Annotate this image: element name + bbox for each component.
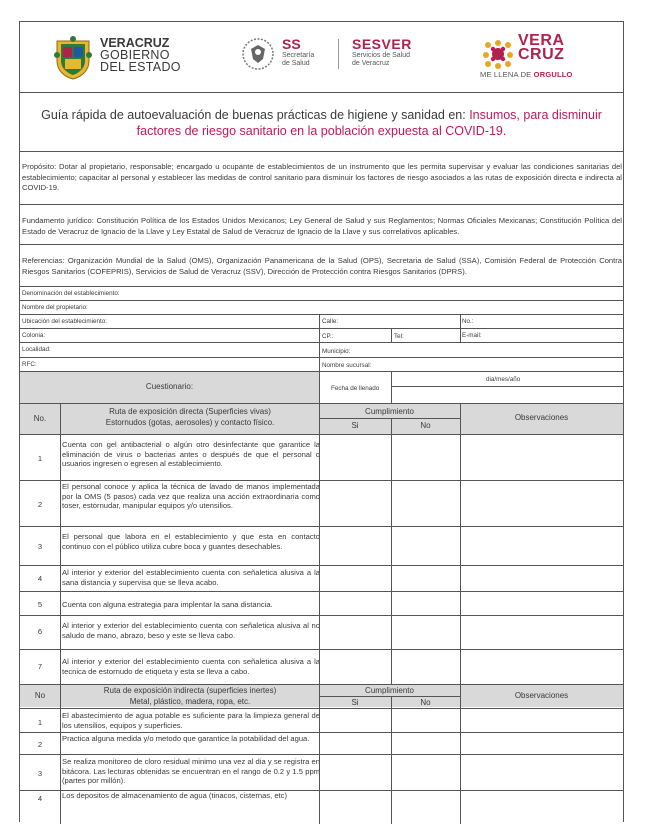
section2-si: Si bbox=[351, 698, 359, 707]
logo-divider bbox=[338, 39, 339, 69]
question-text: Los depositos de almacenamiento de agua (tinacos, cisternas, etc) bbox=[62, 791, 287, 800]
section2-title-line2: Metal, plástico, madera, ropa, etc. bbox=[129, 697, 251, 706]
vera-line1: VERA bbox=[518, 32, 565, 49]
divider bbox=[20, 286, 623, 287]
divider bbox=[460, 314, 461, 342]
colonia-label: Colonia: bbox=[22, 332, 46, 339]
ss-sesver-logo bbox=[242, 37, 442, 77]
question-text: El personal que labora en el establecimiento y que esta en contacto continuo con el público utiliza cubre boca y guantes desechables. bbox=[62, 532, 320, 551]
row-number: 1 bbox=[37, 454, 43, 463]
section1-no-header: No. bbox=[33, 414, 47, 423]
vera-tag-prefix: ME LLENA DE bbox=[480, 70, 534, 79]
row-number: 2 bbox=[37, 500, 43, 509]
divider bbox=[20, 342, 623, 343]
divider bbox=[20, 357, 623, 358]
purpose-text: Propósito: Dotar al propietario, responsable; encargado u ocupante de establecimientos de un instrumento que les permita supervisar y evaluar las condiciones sanitarias del establecimiento; capacitar al personal y establecer las medidas de control sanitario para disminuir los factores de riesgo asociados a las rutas de exposición directa e indirecta al COVID-19. bbox=[22, 162, 622, 192]
document-frame bbox=[19, 21, 624, 822]
sesver-sub2: de Veracruz bbox=[352, 60, 390, 67]
logos-header bbox=[20, 22, 623, 92]
title-part2: Insumos, para disminuir factores de riesgo sanitario en la población expuesta al COVID-19. bbox=[136, 108, 602, 138]
row-number: 6 bbox=[37, 627, 43, 636]
eagle-emblem-icon bbox=[242, 37, 274, 71]
ss-sub1: Secretaría bbox=[282, 52, 315, 59]
row-number: 3 bbox=[37, 542, 43, 551]
divider bbox=[20, 480, 623, 481]
divider bbox=[20, 649, 623, 650]
divider bbox=[20, 708, 623, 709]
section1-si: Si bbox=[351, 421, 359, 430]
row-number: 4 bbox=[37, 794, 43, 803]
numero-label: No.: bbox=[462, 318, 474, 325]
tel-label: Tel: bbox=[394, 333, 404, 340]
section1-cumplimiento: Cumplimiento bbox=[365, 407, 414, 416]
gob-line3: DEL ESTADO bbox=[100, 60, 181, 74]
question-text: Se realiza monitoreo de cloro residual minimo una vez al dia y se registra en bitácora. Las lecturas obtenidas se encuentran en el rango de 0.2 y 1.5 ppm (partes por millón). bbox=[62, 757, 320, 786]
divider bbox=[20, 92, 623, 93]
propietario-label: Nombre del propietario: bbox=[22, 304, 88, 311]
divider bbox=[60, 684, 61, 824]
veracruz-brand-logo bbox=[480, 32, 620, 85]
row-number: 7 bbox=[37, 662, 43, 671]
question-text: Al interior y exterior del establecimiento cuenta con señaletica alusiva a la tecnica de estornudo de etiqueta y esta se lleva a cabo. bbox=[62, 657, 320, 676]
section1-no-col: No bbox=[420, 421, 431, 430]
divider bbox=[319, 403, 320, 684]
divider bbox=[20, 591, 623, 592]
gob-line1: VERACRUZ bbox=[100, 36, 170, 50]
divider bbox=[20, 328, 623, 329]
divider bbox=[319, 418, 460, 419]
vera-tag-bold: ORGULLO bbox=[533, 70, 573, 79]
section2-title-line1: Ruta de exposición indirecta (superficies inertes) bbox=[103, 686, 277, 695]
divider bbox=[20, 151, 623, 152]
question-text: Al interior y exterior del establecimiento cuenta con señaletica alusiva a la sana distancia y supervisa que se lleva acabo. bbox=[62, 568, 320, 587]
row-number: 2 bbox=[37, 740, 43, 749]
sucursal-label: Nombre sucursal: bbox=[322, 362, 372, 369]
denominacion-label: Denominación del establecimiento: bbox=[22, 290, 120, 297]
calle-label: Calle: bbox=[322, 318, 339, 325]
row-number: 3 bbox=[37, 769, 43, 778]
gob-line2: GOBIERNO bbox=[100, 48, 170, 62]
section2-cumplimiento: Cumplimiento bbox=[365, 686, 414, 695]
row-number: 5 bbox=[37, 600, 43, 609]
divider bbox=[20, 526, 623, 527]
section1-title-line1: Ruta de exposición directa (Superficies vivas) bbox=[109, 407, 271, 416]
page-title bbox=[20, 107, 623, 139]
row-number: 4 bbox=[37, 574, 43, 583]
email-label: E-mail: bbox=[462, 332, 482, 339]
section1-observaciones: Observaciones bbox=[514, 413, 569, 422]
divider bbox=[460, 684, 461, 824]
divider bbox=[319, 684, 320, 824]
question-text: Cuenta con gel antibacterial o algún otro desinfectante que garantice la eliminación de virus o bacterias antes o después de que el personal o usuarios ingresen o egresen al establecimiento. bbox=[62, 440, 320, 469]
sesver-label: SESVER bbox=[352, 36, 412, 52]
divider bbox=[391, 386, 623, 387]
divider bbox=[391, 371, 392, 403]
ubicacion-label: Ubicación del establecimiento: bbox=[22, 318, 108, 325]
date-format-label: dia/mes/año bbox=[486, 376, 521, 383]
divider bbox=[319, 314, 320, 371]
municipio-label: Municipio: bbox=[322, 348, 351, 355]
divider bbox=[20, 615, 623, 616]
divider bbox=[20, 204, 623, 205]
gobierno-veracruz-logo bbox=[53, 35, 213, 80]
divider bbox=[20, 434, 623, 435]
section2-no-header: No bbox=[34, 691, 46, 700]
question-text: Cuenta con alguna estrategia para implentar la sana distancia. bbox=[62, 600, 273, 609]
divider bbox=[20, 565, 623, 566]
divider bbox=[20, 754, 623, 755]
divider bbox=[20, 244, 623, 245]
vera-line2: CRUZ bbox=[518, 46, 565, 63]
divider bbox=[319, 696, 460, 697]
cp-label: CP.: bbox=[322, 333, 334, 340]
question-text: El personal conoce y aplica la técnica de lavado de manos implementada por la OMS (5 pasos) cada vez que realiza una acción extraordinaria como toser, estornudar, manipular equipos y/o utensilios. bbox=[62, 482, 320, 511]
divider bbox=[20, 300, 623, 301]
ss-sub2: de Salud bbox=[282, 60, 310, 67]
localidad-label: Localidad: bbox=[22, 346, 51, 353]
divider bbox=[20, 732, 623, 733]
question-text: Practica alguna medida y/o metodo que garantice la potabilidad del agua. bbox=[62, 734, 310, 743]
divider bbox=[391, 696, 392, 824]
section2-no-col: No bbox=[420, 698, 431, 707]
divider bbox=[319, 371, 320, 403]
question-text: Al interior y exterior del establecimiento cuenta con señaletica alusiva al no saludo de mano, abrazo, beso y este se lleva cabo. bbox=[62, 621, 320, 640]
row-number: 1 bbox=[37, 718, 43, 727]
question-text: El abastecimiento de agua potable es suficiente para la limpieza general de los utensilios, equipos y superficies. bbox=[62, 711, 320, 730]
divider bbox=[391, 418, 392, 684]
references-text: Referencias: Organización Mundial de la Salud (OMS), Organización Panamericana de la Salud (OPS), Secretaria de Salud (SSA), Comisión Federal de Protección Contra Riesgos Sanitarios (COFEPRIS), Servicios de Salud de Veracruz (SSV), Dirección de Protección contra Riesgos Sanitarios (DPRS). bbox=[22, 256, 622, 276]
divider bbox=[391, 328, 392, 342]
sesver-sub1: Servicios de Salud bbox=[352, 52, 410, 59]
coat-of-arms-icon bbox=[53, 35, 93, 80]
flower-emblem-icon bbox=[480, 37, 516, 71]
section1-title-line2: Estornudos (gotas, aerosoles) y contacto físico. bbox=[105, 418, 275, 427]
fecha-label: Fecha de llenado bbox=[331, 385, 380, 392]
vera-tagline bbox=[480, 70, 573, 79]
questionnaire-label: Cuestionario: bbox=[145, 382, 194, 391]
divider bbox=[460, 403, 461, 684]
rfc-label: RFC: bbox=[22, 361, 37, 368]
divider bbox=[60, 403, 61, 684]
divider bbox=[20, 314, 623, 315]
legal-text: Fundamento jurídico: Constitución Política de los Estados Unidos Mexicanos; Ley General de Salud y sus Reglamentos; Normas Oficiales Mexicanas; Constitución Política del Estado de Veracruz de Ignacio de la Llave y Ley Estatal de Salud de Veracruz de Ignacio de la Llave y sus correlativos aplicables. bbox=[22, 216, 622, 236]
section2-observaciones: Observaciones bbox=[514, 691, 569, 700]
ss-label: SS bbox=[282, 36, 301, 52]
title-part1: Guía rápida de autoevaluación de buenas prácticas de higiene y sanidad en: bbox=[41, 108, 470, 122]
